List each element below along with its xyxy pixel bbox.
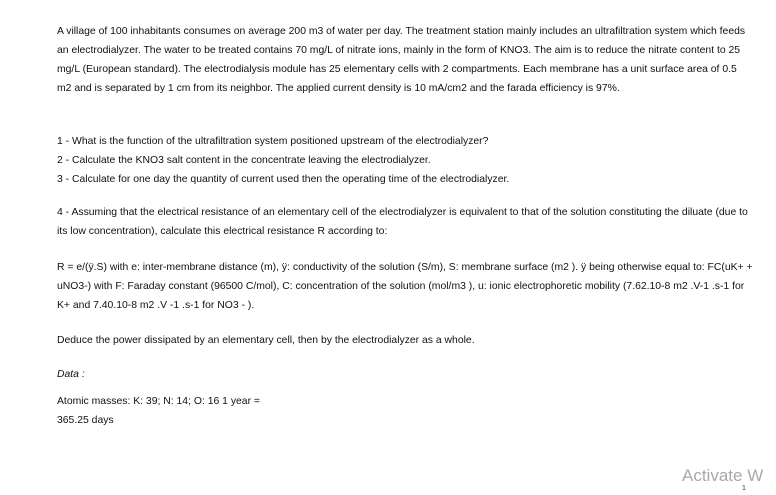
questions-list <box>57 132 757 189</box>
deduce-paragraph: Deduce the power dissipated by an elementary cell, then by the electrodialyzer as a whole. <box>57 335 475 346</box>
question-1: 1 - What is the function of the ultrafiltration system positioned upstream of the electrodialyzer? <box>57 136 489 147</box>
question-2: 2 - Calculate the KNO3 salt content in the concentrate leaving the electrodialyzer. <box>57 155 431 166</box>
document-body <box>57 22 757 430</box>
question-3: 3 - Calculate for one day the quantity of current used then the operating time of the electrodialyzer. <box>57 174 510 185</box>
data-line-2: 365.25 days <box>57 415 114 426</box>
intro-paragraph: A village of 100 inhabitants consumes on average 200 m3 of water per day. The treatment station mainly includes an ultrafiltration system which feeds an electrodialyzer. The water to be treated contains 70 mg/L of nitrate ions, mainly in the form of KNO3. The aim is to reduce the nitrate content to 25 mg/L (European standard). The electrodialysis module has 25 elementary cells with 2 compartments. Each membrane has a unit surface area of 0.5 m2 and is separated by 1 cm from its neighbor. The applied current density is 10 mA/cm2 and the farada efficiency is 97%. <box>57 26 746 94</box>
formula-paragraph: R = e/(ÿ.S) with e: inter-membrane distance (m), ÿ: conductivity of the solution (S/m), S: membrane surface (m2 ). ÿ being otherwise equal to: FC(uK+ + uNO3-) with F: Faraday constant (96500 C/mol), C: concentration of the solution (mol/m3 ), u: ionic electrophoretic mobility (7.62.10-8 m2 .V-1 .s-1 for K+ and 7.40.10-8 m2 .V -1 .s-1 for NO3 - ). <box>57 262 753 311</box>
question-4: 4 - Assuming that the electrical resistance of an elementary cell of the electrodialyzer is equivalent to that of the solution constituting the diluate (due to its low concentration), calculate this electrical resistance R according to: <box>57 207 748 237</box>
activation-watermark: Activate W <box>682 466 764 485</box>
data-label: Data : <box>57 369 85 380</box>
data-line-1: Atomic masses: K: 39; N: 14; O: 16 1 year = <box>57 396 260 407</box>
page-number: 1 <box>742 485 746 492</box>
